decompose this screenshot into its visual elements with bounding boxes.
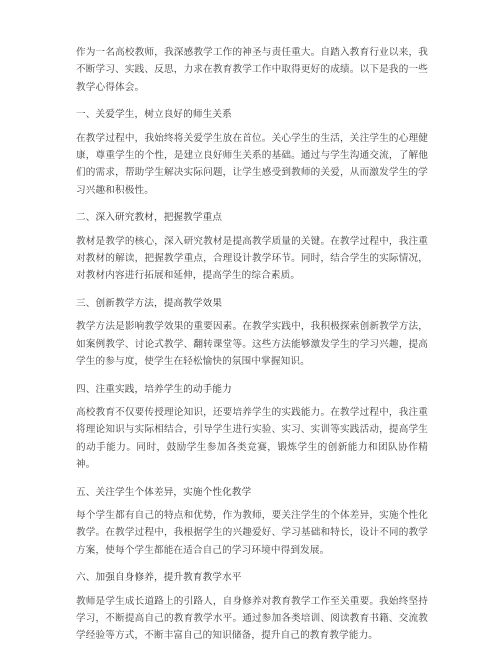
section-1 <box>76 106 428 199</box>
section-paragraph: 教材是教学的核心，深入研究教材是提高教学质量的关键。在教学过程中，我注重对教材的解读，把握教学重点，合理设计教学环节。同时，结合学生的实际情况，对教材内容进行拓展和延伸，提高学生的综合素质。 <box>76 235 428 282</box>
section-3 <box>76 295 428 371</box>
section-paragraph: 高校教育不仅要传授理论知识，还要培养学生的实践能力。在教学过程中，我注重将理论知识与实际相结合，引导学生进行实验、实习、实训等实践活动，提高学生的动手能力。同时，鼓励学生参加各类竞赛，锻炼学生的创新能力和团队协作精神。 <box>76 406 428 471</box>
section-heading: 三、创新教学方法，提高教学效果 <box>76 297 223 309</box>
section-paragraph: 教师是学生成长道路上的引路人，自身修养对教育教学工作至关重要。我始终坚持学习，不断提高自己的教育教学水平。通过参加各类培训、阅读教育书籍、交流教学经验等方式，不断丰富自己的知识储备，提升自己的教育教学能力。 <box>76 595 428 642</box>
section-paragraph: 每个学生都有自己的特点和优势，作为教师，要关注学生的个体差异，实施个性化教学。在教学过程中，我根据学生的兴趣爱好、学习基础和特长，设计不同的教学方案，使每个学生都能在适合自己的学习环境中得到发展。 <box>76 509 428 556</box>
section-heading: 六、加强自身修养，提升教育教学水平 <box>76 572 242 584</box>
document-body <box>76 44 428 645</box>
section-2 <box>76 209 428 285</box>
section-5 <box>76 484 428 560</box>
section-6 <box>76 569 428 645</box>
section-heading: 四、注重实践，培养学生的动手能力 <box>76 383 232 395</box>
section-paragraph: 在教学过程中，我始终将关爱学生放在首位。关心学生的生活，关注学生的心理健康，尊重学生的个性，是建立良好师生关系的基础。通过与学生沟通交流，了解他们的需求，帮助学生解决实际问题，让学生感受到教师的关爱，从而激发学生的学习兴趣和积极性。 <box>76 132 428 196</box>
section-paragraph: 教学方法是影响教学效果的重要因素。在教学实践中，我积极探索创新教学方法，如案例教学、讨论式教学、翻转课堂等。这些方法能够激发学生的学习兴趣，提高学生的参与度，使学生在轻松愉快的氛围中掌握知识。 <box>76 321 428 368</box>
section-heading: 二、深入研究教材，把握教学重点 <box>76 212 223 224</box>
section-4 <box>76 381 428 474</box>
intro-paragraph: 作为一名高校教师，我深感教学工作的神圣与责任重大。自踏入教育行业以来，我不断学习、实践、反思，力求在教育教学工作中取得更好的成绩。以下是我的一些教学心得体会。 <box>76 47 428 93</box>
section-heading: 五、关注学生个体差异，实施个性化教学 <box>76 486 252 498</box>
section-heading: 一、关爱学生，树立良好的师生关系 <box>76 109 232 121</box>
